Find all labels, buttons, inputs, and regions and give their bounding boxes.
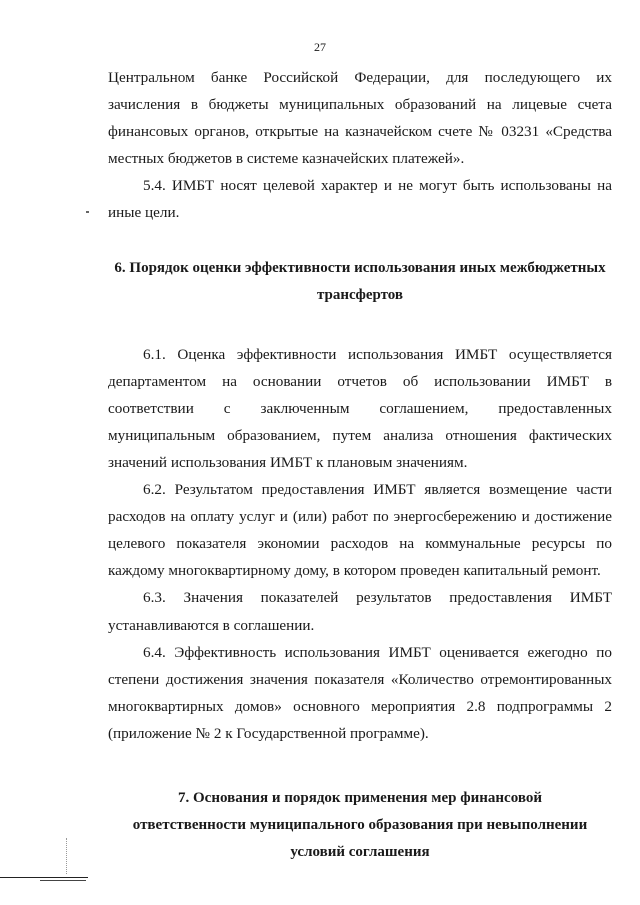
scan-edge-line-secondary <box>40 880 86 881</box>
section-6-title-line-1: 6. Порядок оценки эффективности использования иных межбюджетных <box>114 259 606 276</box>
scan-edge-line <box>0 877 88 878</box>
section-7-heading <box>108 785 612 866</box>
paragraph-5-4: 5.4. ИМБТ носят целевой характер и не могут быть использованы на иные цели. <box>108 177 612 222</box>
paragraph-6-3: 6.3. Значения показателей результатов предоставления ИМБТ устанавливаются в соглашении. <box>108 589 612 634</box>
section-6-heading <box>108 255 612 309</box>
section-7-title-line-2: ответственности муниципального образования при невыполнении <box>132 816 588 833</box>
scan-dots <box>66 838 68 874</box>
paragraph-6-2: 6.2. Результатом предоставления ИМБТ является возмещение части расходов на оплату услуг и (или) работ по энергосбережению и достижение целевого показателя экономии расходов на коммунальные ресурсы по каждому многоквартирному дому, в котором проведен капитальный ремонт. <box>108 481 612 580</box>
page-number: 27 <box>314 40 326 54</box>
page-content <box>108 64 612 866</box>
paragraph-continuation: Центральном банке Российской Федерации, для последующего их зачисления в бюджеты муниципальных образований на лицевые счета финансовых органов, открытые на казначейском счете № 03231 «Средства местных бюджетов в системе казначейских платежей». <box>108 69 612 168</box>
paragraph-6-1: 6.1. Оценка эффективности использования ИМБТ осуществляется департаментом на основании отчетов об использовании ИМБТ в соответствии с заключенным соглашением, предоставленных муниципальным образованием, путем анализа отношения фактических значений использования ИМБТ к плановым значениям. <box>108 345 612 471</box>
section-6-title-line-2: трансфертов <box>316 286 404 303</box>
scan-mark <box>86 211 89 213</box>
paragraph-6-4: 6.4. Эффективность использования ИМБТ оценивается ежегодно по степени достижения значения показателя «Количество отремонтированных многоквартирных домов» основного мероприятия 2.8 подпрограммы 2 (приложение № 2 к Государственной программе). <box>108 643 612 742</box>
section-7-title-line-1: 7. Основания и порядок применения мер финансовой <box>178 789 542 806</box>
section-7-title-line-3: условий соглашения <box>290 843 430 860</box>
